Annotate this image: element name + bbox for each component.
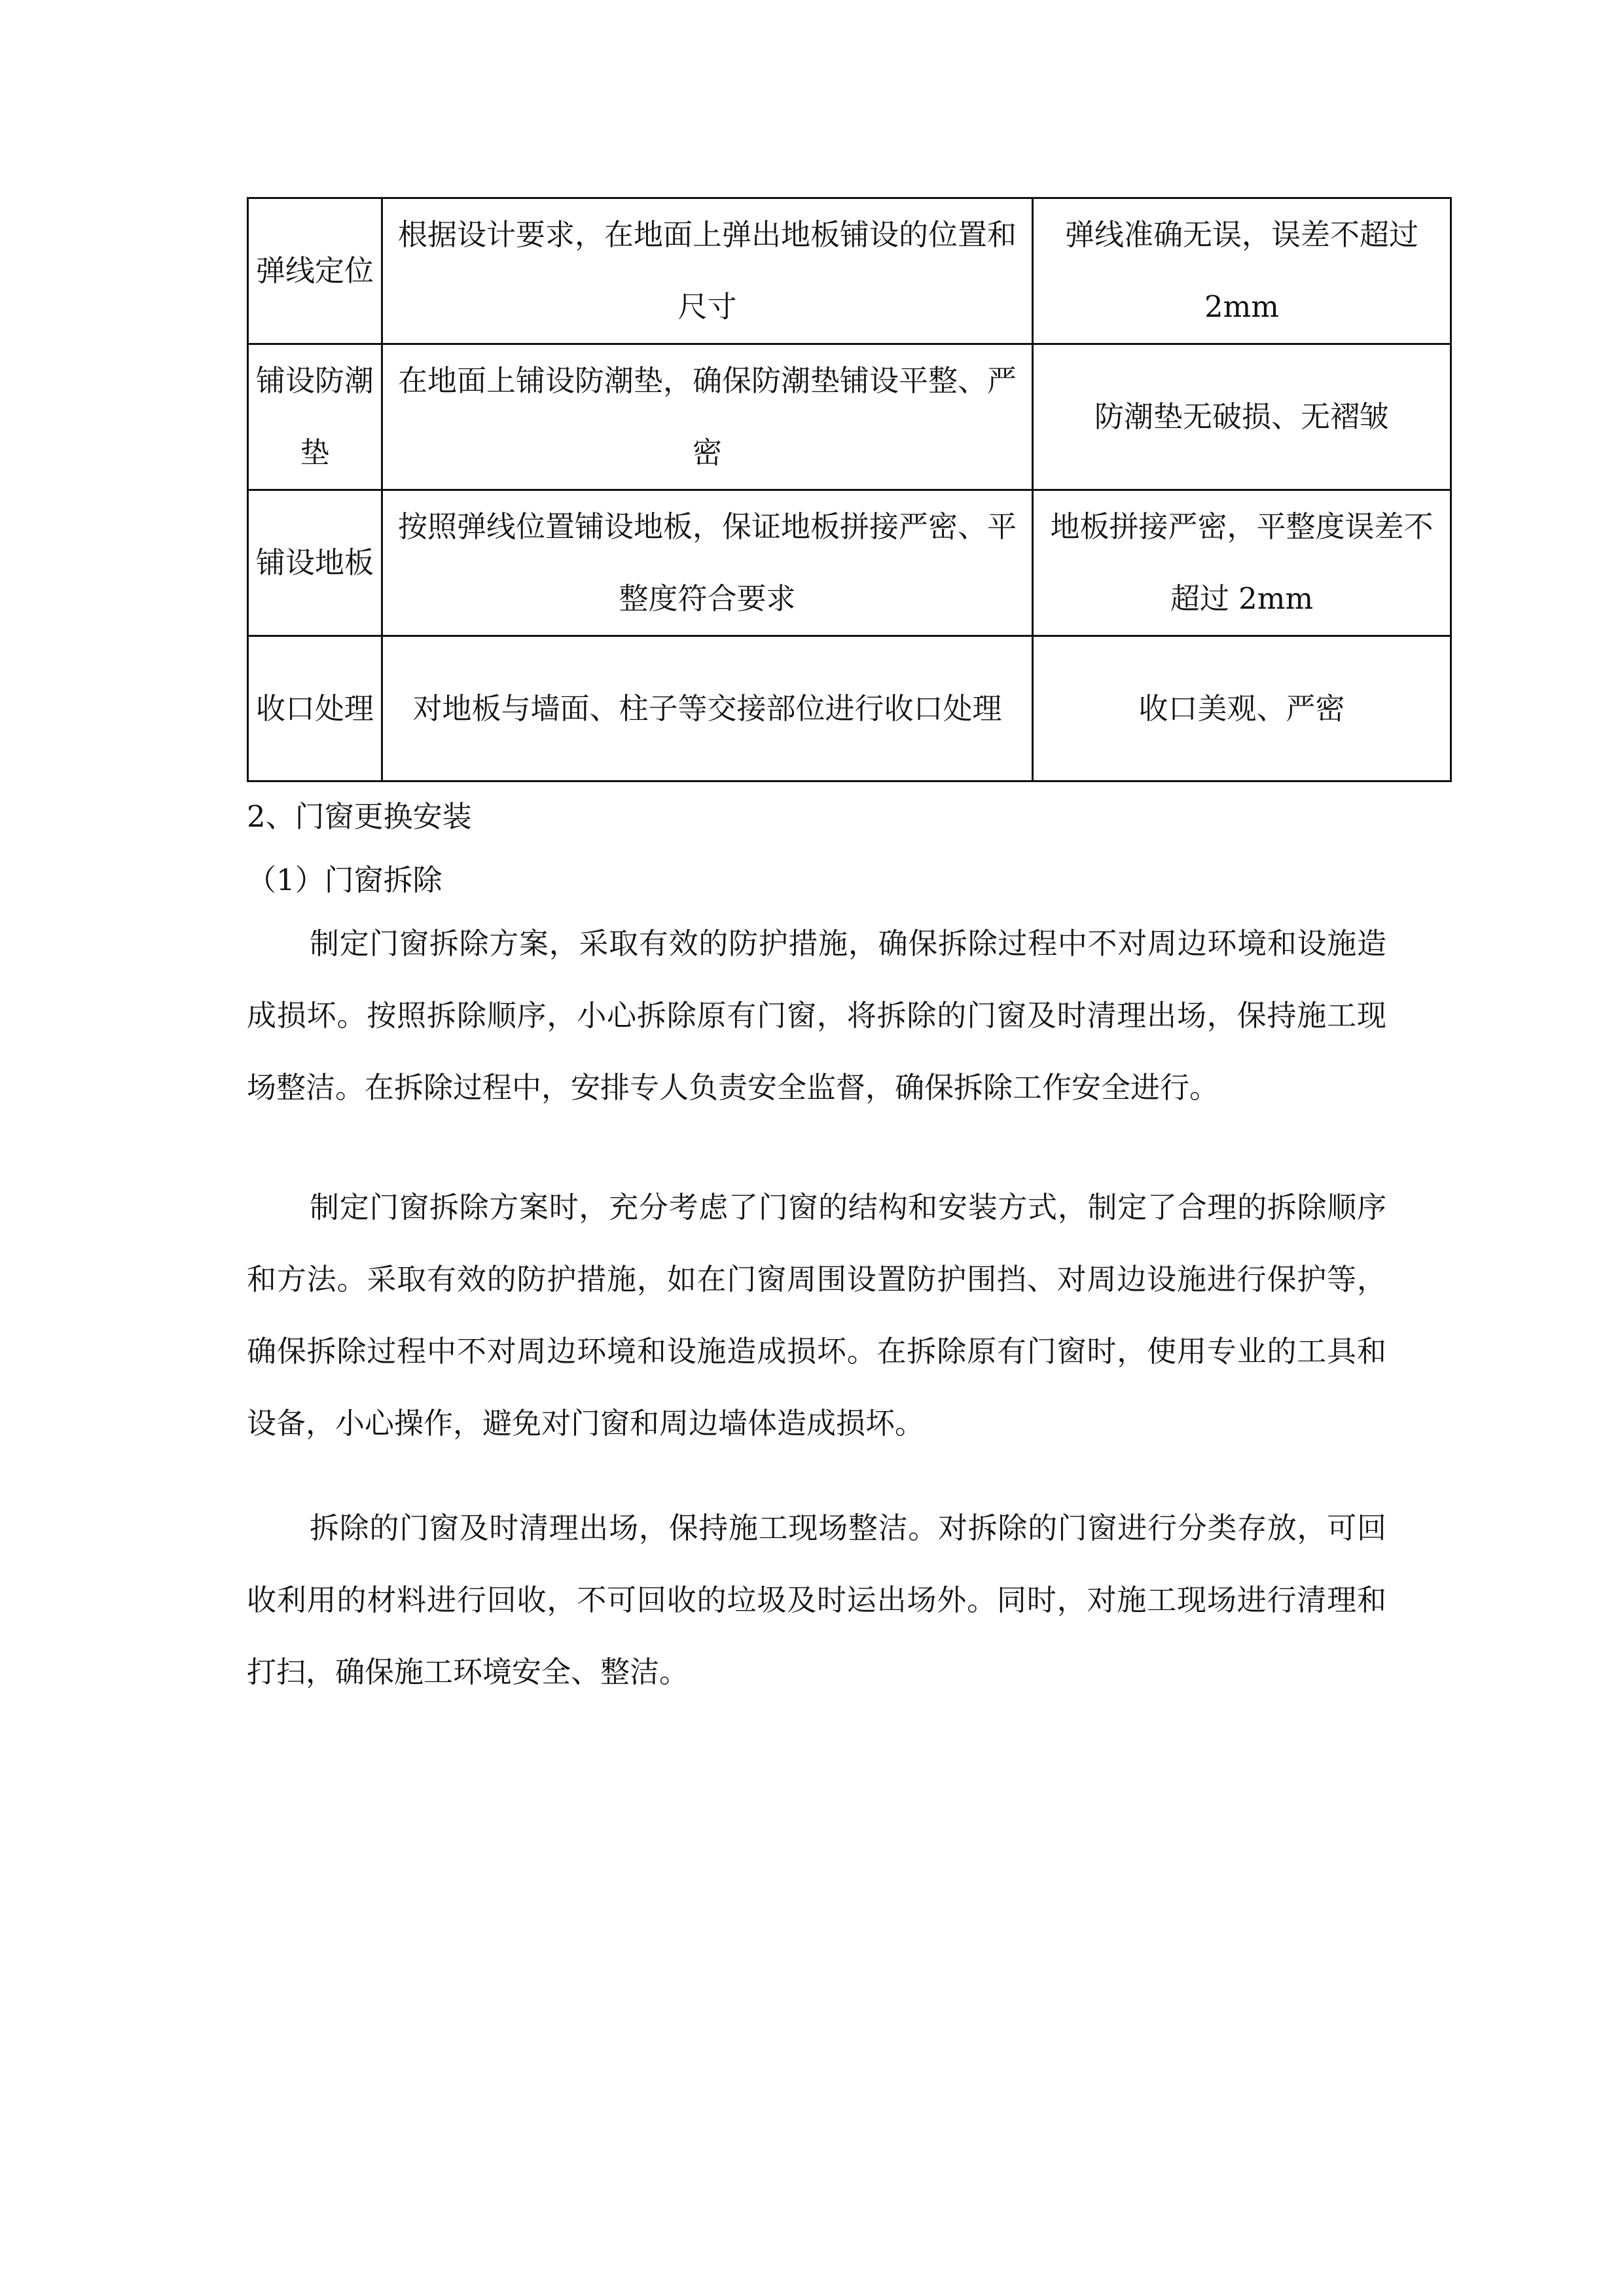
step-cell bbox=[248, 490, 382, 636]
subsection-heading: （1）门窗拆除 bbox=[247, 863, 442, 897]
paragraph: 制定门窗拆除方案，采取有效的防护措施，确保拆除过程中不对周边环境和设施造成损坏。按照拆除顺序，小心拆除原有门窗，将拆除的门窗及时清理出场，保持施工现场整洁。在拆除过程中，安排专人负责安全监督，确保拆除工作安全进行。 bbox=[247, 926, 1386, 1105]
standard-text: 弹线准确无误，误差不超过 2mm bbox=[1064, 217, 1418, 324]
paragraph: 制定门窗拆除方案时，充分考虑了门窗的结构和安装方式，制定了合理的拆除顺序和方法。采取有效的防护措施，如在门窗周围设置防护围挡、对周边设施进行保护等，确保拆除过程中不对周边环境和设施造成损坏。在拆除原有门窗时，使用专业的工具和设备，小心操作，避免对门窗和周边墙体造成损坏。 bbox=[247, 1190, 1386, 1441]
standard-text: 收口美观、严密 bbox=[1138, 691, 1345, 726]
content-text: 在地面上铺设防潮垫，确保防潮垫铺设平整、严密 bbox=[397, 363, 1017, 470]
step-cell bbox=[248, 344, 382, 490]
standard-cell bbox=[1033, 344, 1451, 490]
content-cell bbox=[382, 490, 1033, 636]
step-text: 收口处理 bbox=[255, 691, 374, 726]
step-cell bbox=[248, 636, 382, 781]
content-cell bbox=[382, 198, 1033, 344]
step-text: 弹线定位 bbox=[255, 253, 374, 288]
table-row bbox=[248, 344, 1451, 490]
table-row bbox=[248, 636, 1451, 781]
content-cell bbox=[382, 636, 1033, 781]
section-heading: 2、门窗更换安装 bbox=[247, 799, 472, 834]
standard-cell bbox=[1033, 490, 1451, 636]
content-text: 按照弹线位置铺设地板，保证地板拼接严密、平整度符合要求 bbox=[397, 509, 1017, 616]
step-cell bbox=[248, 198, 382, 344]
content-text: 根据设计要求，在地面上弹出地板铺设的位置和尺寸 bbox=[397, 217, 1017, 324]
table-row bbox=[248, 198, 1451, 344]
construction-steps-table bbox=[247, 197, 1452, 782]
table-row bbox=[248, 490, 1451, 636]
standard-text: 地板拼接严密，平整度误差不超过 2mm bbox=[1050, 509, 1434, 616]
content-cell bbox=[382, 344, 1033, 490]
step-text: 铺设地板 bbox=[255, 545, 374, 580]
content-text: 对地板与墙面、柱子等交接部位进行收口处理 bbox=[412, 691, 1002, 726]
standard-cell bbox=[1033, 636, 1451, 781]
step-text: 铺设防潮垫 bbox=[255, 363, 374, 470]
standard-text: 防潮垫无破损、无褶皱 bbox=[1094, 399, 1389, 434]
paragraph: 拆除的门窗及时清理出场，保持施工现场整洁。对拆除的门窗进行分类存放，可回收利用的材料进行回收，不可回收的垃圾及时运出场外。同时，对施工现场进行清理和打扫，确保施工环境安全、整洁。 bbox=[247, 1511, 1386, 1689]
standard-cell bbox=[1033, 198, 1451, 344]
